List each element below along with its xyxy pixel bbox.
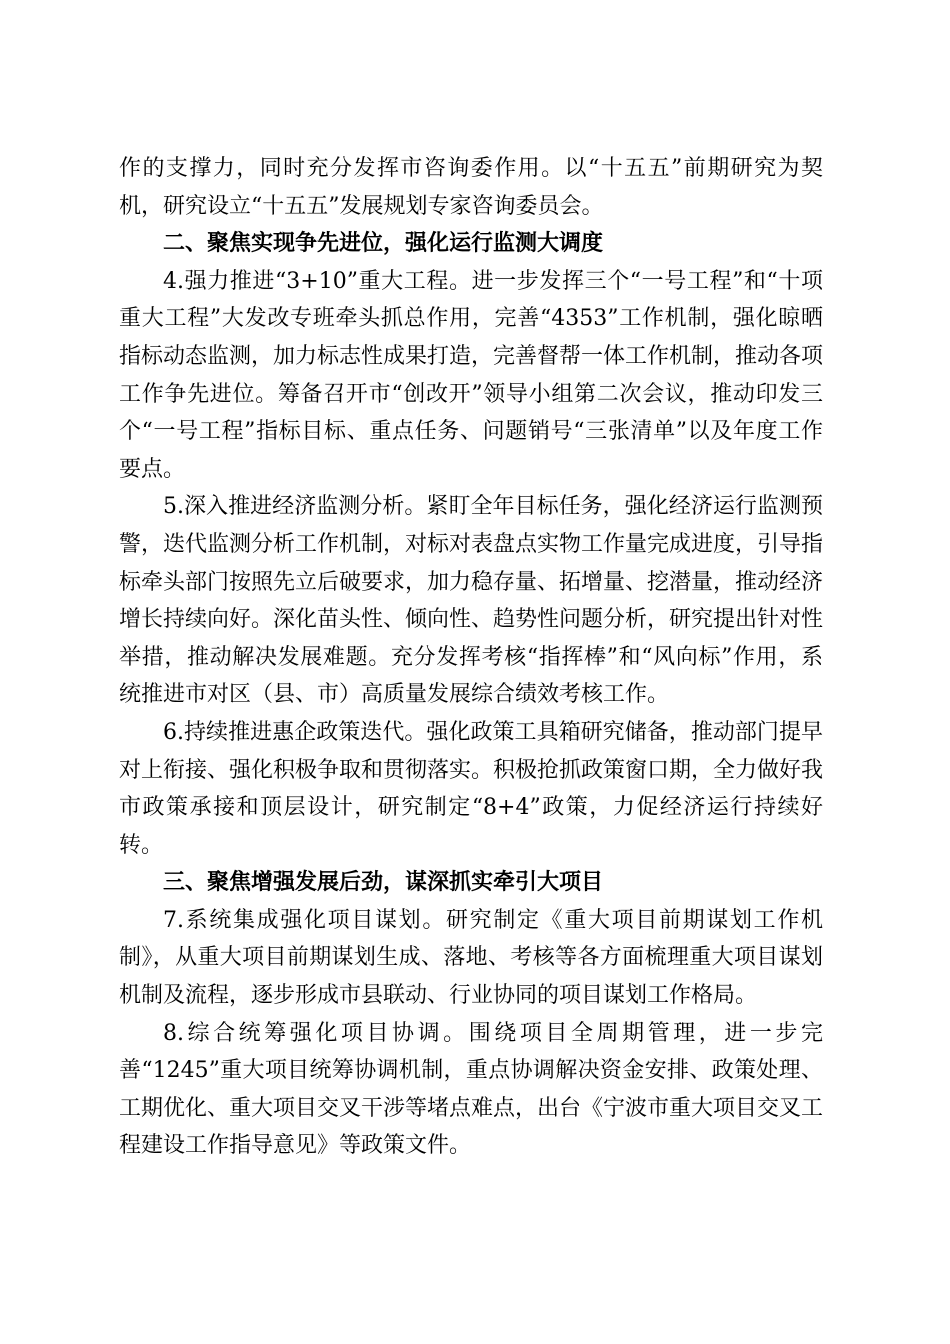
paragraph-continuation: 作的支撑力，同时充分发挥市咨询委作用。以“十五五”前期研究为契机，研究设立“十五五”发展规划专家咨询委员会。 (119, 156, 823, 219)
paragraph-item-5: 5.深入推进经济监测分析。紧盯全年目标任务，强化经济运行监测预警，迭代监测分析工作机制，对标对表盘点实物工作量完成进度，引导指标牵头部门按照先立后破要求，加力稳存量、拓增量、挖潜量，推动经济增长持续向好。深化苗头性、倾向性、趋势性问题分析，研究提出针对性举措，推动解决发展难题。充分发挥考核“指挥棒”和“风向标”作用，系统推进市对区（县、市）高质量发展综合绩效考核工作。 (119, 494, 824, 708)
paragraph-item-8: 8.综合统筹强化项目协调。围绕项目全周期管理，进一步完善“1245”重大项目统筹协调机制，重点协调解决资金安排、政策处理、工期优化、重大项目交叉干涉等堵点难点，出台《宁波市重大项目交叉工程建设工作指导意见》等政策文件。 (119, 1020, 824, 1159)
section-heading-3: 三、聚焦增强发展后劲，谋深抓实牵引大项目 (163, 870, 604, 896)
paragraph-item-7: 7.系统集成强化项目谋划。研究制定《重大项目前期谋划工作机制》，从重大项目前期谋划生成、落地、考核等各方面梳理重大项目谋划机制及流程，逐步形成市县联动、行业协同的项目谋划工作格局。 (119, 907, 823, 1009)
document-page (119, 150, 823, 1165)
paragraph-item-4: 4.强力推进“3+10”重大工程。进一步发挥三个“一号工程”和“十项重大工程”大发改专班牵头抓总作用，完善“4353”工作机制，强化晾晒指标动态监测，加力标志性成果打造，完善督帮一体工作机制，推动各项工作争先进位。筹备召开市“创改开”领导小组第二次会议，推动印发三个“一号工程”指标目标、重点任务、问题销号“三张清单”以及年度工作要点。 (119, 268, 824, 482)
paragraph-item-6: 6.持续推进惠企政策迭代。强化政策工具箱研究储备，推动部门提早对上衔接、强化积极争取和贯彻落实。积极抢抓政策窗口期，全力做好我市政策承接和顶层设计，研究制定“8+4”政策，力促经济运行持续好转。 (119, 719, 824, 858)
section-heading-2: 二、聚焦实现争先进位，强化运行监测大调度 (163, 231, 604, 257)
